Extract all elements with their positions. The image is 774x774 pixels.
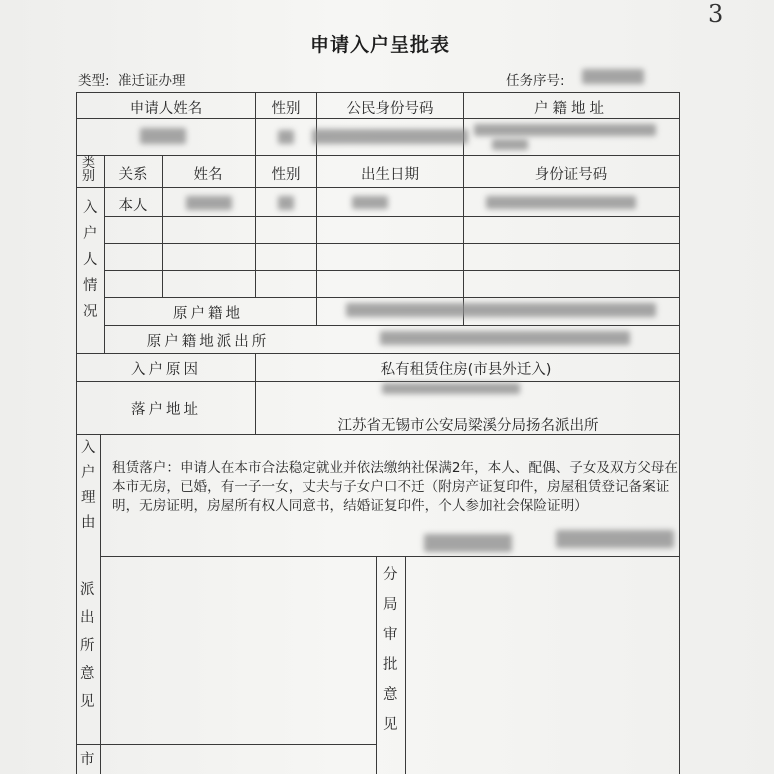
birth-date-header: 出生日期 <box>361 167 419 183</box>
member-gender-header: 性别 <box>271 167 301 183</box>
rule <box>405 556 406 774</box>
rule <box>76 118 680 119</box>
applicant-name-header: 申请人姓名 <box>129 101 203 117</box>
original-police-station-redacted <box>380 331 630 345</box>
settle-address-police-station: 江苏省无锡市公安局梁溪分局扬名派出所 <box>337 418 599 434</box>
household-address-header: 户籍地址 <box>534 101 608 117</box>
rule <box>104 297 680 298</box>
applicant-gender-redacted <box>278 130 294 144</box>
relation-header: 关系 <box>118 167 148 183</box>
form-title: 申请入户呈批表 <box>309 34 451 56</box>
settle-address-redacted <box>382 383 520 394</box>
applicant-id-header: 公民身份号码 <box>346 101 434 117</box>
rule <box>463 92 464 325</box>
page-number: 3 <box>708 0 724 28</box>
rule <box>104 325 680 326</box>
justification-side-label: 入 户 理 由 <box>81 440 96 531</box>
original-household-label: 原户籍地 <box>173 306 243 322</box>
rule <box>76 744 376 745</box>
rule <box>104 216 680 217</box>
category-label-text: 类 别 <box>82 156 96 184</box>
member-name-redacted <box>186 196 232 210</box>
rule <box>76 92 680 93</box>
rule <box>104 155 105 353</box>
rule <box>255 92 256 155</box>
applicant-id-redacted <box>312 129 468 144</box>
category-label <box>82 157 95 183</box>
applicant-gender-header: 性别 <box>271 101 301 117</box>
applicant-name-redacted <box>140 128 186 144</box>
justification-redacted <box>424 534 512 552</box>
rule <box>100 556 680 557</box>
city-opinion-label: 市 <box>80 752 95 768</box>
rule <box>679 92 680 774</box>
rule <box>76 353 680 354</box>
rule <box>76 155 680 156</box>
member-id-header: 身份证号码 <box>534 167 608 183</box>
rule <box>104 270 680 271</box>
rule <box>162 155 163 297</box>
rule <box>376 556 377 774</box>
rule <box>316 92 317 325</box>
member-name-header: 姓名 <box>193 167 223 183</box>
rule <box>255 155 256 297</box>
settle-address-label: 落户地址 <box>131 402 201 418</box>
rule <box>76 381 680 382</box>
rule <box>76 92 77 774</box>
task-number-redacted <box>582 69 644 84</box>
rule <box>76 187 680 188</box>
birth-date-redacted <box>352 196 388 209</box>
rule <box>255 353 256 434</box>
type-label: 类型: <box>78 73 110 89</box>
household-address-redacted <box>474 124 656 136</box>
branch-approval-label: 分 局 审 批 意 见 <box>383 567 398 733</box>
rule <box>100 434 101 774</box>
member-relation: 本人 <box>118 198 148 214</box>
members-side-label: 入 户 人 情 况 <box>83 200 98 320</box>
justification-text: 租赁落户：申请人在本市合法稳定就业并依法缴纳社保满2年，本人、配偶、子女及双方父母在本市无房，已婚，有一子一女，丈夫与子女户口不迁（附房产证复印件，房屋租赁登记备案证明，无房证明，房屋所有权人同意书，结婚证复印件，个人参加社会保险证明） <box>112 460 678 514</box>
rule <box>104 243 680 244</box>
original-household-redacted <box>346 303 656 317</box>
member-id-redacted <box>486 196 636 209</box>
task-number-label: 任务序号: <box>506 73 565 89</box>
police-station-opinion-label: 派 出 所 意 见 <box>80 582 95 710</box>
household-address-redacted-2 <box>492 139 528 150</box>
justification-redacted-2 <box>556 530 674 548</box>
original-police-station-label: 原户籍地派出所 <box>146 334 270 350</box>
settle-reason-label: 入户原因 <box>131 362 201 378</box>
member-gender-redacted <box>278 196 294 210</box>
type-value: 准迁证办理 <box>118 73 186 89</box>
settle-reason-value: 私有租赁住房(市县外迁入) <box>380 362 552 378</box>
